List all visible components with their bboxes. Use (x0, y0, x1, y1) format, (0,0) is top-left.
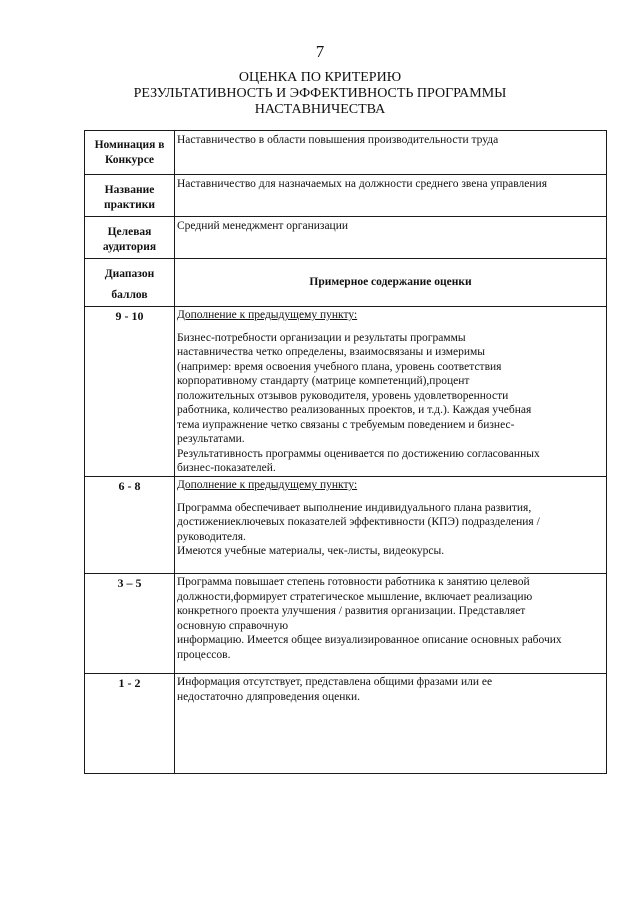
score-range: 1 - 2 (85, 674, 175, 774)
practice-name-value: Наставничество для назначаемых на должности среднего звена управления (175, 175, 607, 217)
score-range: 3 – 5 (85, 574, 175, 674)
heading-line-2: РЕЗУЛЬТАТИВНОСТЬ И ЭФФЕКТИВНОСТЬ ПРОГРАММЫ (133, 86, 507, 101)
score-row-9-10 (85, 307, 607, 477)
nomination-label: Номинация в Конкурсе (85, 131, 175, 175)
criteria-table (84, 130, 607, 774)
addition-note: Дополнение к предыдущему пункту: (177, 479, 358, 491)
score-row-3-5 (85, 574, 607, 674)
heading-line-1: ОЦЕНКА ПО КРИТЕРИЮ (238, 70, 402, 85)
target-audience-label: Целевая аудитория (85, 217, 175, 259)
nomination-value: Наставничество в области повышения производительности труда (175, 131, 607, 175)
score-content: Дополнение к предыдущему пункту: Бизнес-потребности организации и результаты программы наставничества четко определены, взаимосвязаны и измеримы (например: время освоения учебного плана, уровень соответствия корпоративному стандарту (матрице компетенций),процент положительных отзывов руководителя, уровень удовлетворенности работника, количество реализованных проектов, и т.д.). Каждая учебная тема иупражнение четко связаны с требуемым поведением и бизнес- результатами. Результативность программы оценивается по достижению согласованных бизнес-показателей. (175, 307, 607, 477)
practice-name-label: Название практики (85, 175, 175, 217)
table-header-row (85, 259, 607, 307)
page-number: 7 (315, 42, 325, 61)
target-audience-value: Средний менеджмент организации (175, 217, 607, 259)
practice-name-row (85, 175, 607, 217)
heading-line-3: НАСТАВНИЧЕСТВА (254, 102, 386, 117)
document-heading (0, 70, 640, 118)
score-content: Информация отсутствует, представлена общими фразами или ее недостаточно дляпроведения оценки. (175, 674, 607, 774)
addition-note: Дополнение к предыдущему пункту: (177, 309, 358, 321)
score-range: 9 - 10 (85, 307, 175, 477)
nomination-row (85, 131, 607, 175)
score-content: Дополнение к предыдущему пункту: Программа обеспечивает выполнение индивидуального плана развития, достижениеключевых показателей эффективности (КПЭ) подразделения / руководителя. Имеются учебные материалы, чек-листы, видеокурсы. (175, 477, 607, 574)
score-row-6-8 (85, 477, 607, 574)
score-range-header: Диапазон баллов (85, 259, 175, 307)
content-header: Примерное содержание оценки (175, 259, 607, 307)
score-content: Программа повышает степень готовности работника к занятию целевой должности,формирует стратегическое мышление, включает реализацию конкретного проекта улучшения / развития организации. Представляет основную справочную информацию. Имеется общее визуализированное описание основных рабочих процессов. (175, 574, 607, 674)
target-audience-row (85, 217, 607, 259)
score-range: 6 - 8 (85, 477, 175, 574)
score-row-1-2 (85, 674, 607, 774)
